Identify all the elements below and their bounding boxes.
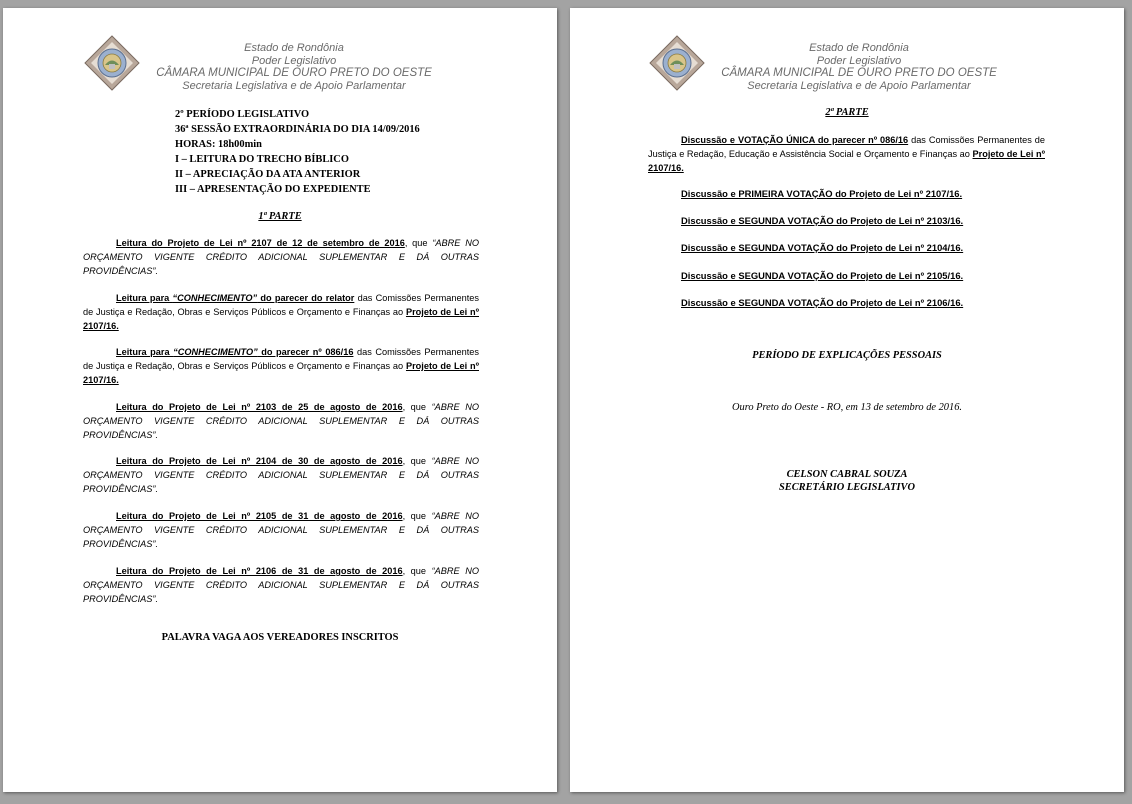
paragraph-lead: Leitura do Projeto de Lei nº 2107 de 12 de setembro de 2016 <box>116 238 405 248</box>
letterhead <box>133 42 455 92</box>
agenda-paragraph-5: Leitura do Projeto de Lei nº 2104 de 30 de agosto de 2016, que “ABRE NO ORÇAMENTO VIGENTE CRÉDITO ADICIONAL SUPLEMENTAR E DÁ OUTRAS PROVIDÊNCIAS”. <box>83 456 479 494</box>
letterhead-chamber: CÂMARA MUNICIPAL DE OURO PRETO DO OESTE <box>156 67 432 80</box>
letterhead-chamber: CÂMARA MUNICIPAL DE OURO PRETO DO OESTE <box>721 67 997 80</box>
part-2-title: 2ª PARTE <box>825 107 869 118</box>
vote-line-1: Discussão e PRIMEIRA VOTAÇÃO do Projeto de Lei nº 2107/16. <box>681 188 963 199</box>
agenda-paragraph-4: Leitura do Projeto de Lei nº 2103 de 25 de agosto de 2016, que “ABRE NO ORÇAMENTO VIGENTE CRÉDITO ADICIONAL SUPLEMENTAR E DÁ OUTRAS PROVIDÊNCIAS”. <box>83 402 479 440</box>
session-info <box>175 107 420 197</box>
letterhead-secretariat: Secretaria Legislativa e de Apoio Parlamentar <box>182 79 406 92</box>
letterhead-state: Estado de Rondônia <box>809 42 909 54</box>
letterhead-secretariat: Secretaria Legislativa e de Apoio Parlamentar <box>747 79 971 92</box>
explanations-title: PERÍODO DE EXPLICAÇÕES PESSOAIS <box>752 350 942 361</box>
letterhead-state: Estado de Rondônia <box>244 42 344 54</box>
document-page-2 <box>570 8 1124 792</box>
session-period: 2º PERÍODO LEGISLATIVO <box>175 109 310 120</box>
vote-line-4: Discussão e SEGUNDA VOTAÇÃO do Projeto de Lei nº 2105/16. <box>681 270 964 281</box>
agenda-paragraph-7: Leitura do Projeto de Lei nº 2106 de 31 de agosto de 2016, que “ABRE NO ORÇAMENTO VIGENTE CRÉDITO ADICIONAL SUPLEMENTAR E DÁ OUTRAS PROVIDÊNCIAS”. <box>83 566 479 604</box>
session-time: HORAS: 18h00min <box>175 139 262 150</box>
part-1-title: 1ª PARTE <box>258 211 302 222</box>
place-date: Ouro Preto do Oeste - RO, em 13 de setembro de 2016. <box>732 402 962 413</box>
document-page-1 <box>3 8 557 792</box>
agenda-paragraph-2: Leitura para “CONHECIMENTO” do parecer do relator das Comissões Permanentes de Justiça e Redação, Obras e Serviços Públicos e Orçamento e Finanças ao Projeto de Lei nº 2107/16. <box>83 293 479 331</box>
letterhead-power: Poder Legislativo <box>816 54 902 67</box>
agenda-paragraph-6: Leitura do Projeto de Lei nº 2105 de 31 de agosto de 2016, que “ABRE NO ORÇAMENTO VIGENTE CRÉDITO ADICIONAL SUPLEMENTAR E DÁ OUTRAS PROVIDÊNCIAS”. <box>83 511 479 549</box>
vote-line-3: Discussão e SEGUNDA VOTAÇÃO do Projeto de Lei nº 2104/16. <box>681 242 964 253</box>
agenda-item-2: II – APRECIAÇÃO DA ATA ANTERIOR <box>175 169 361 180</box>
agenda-paragraph-vote: Discussão e VOTAÇÃO ÚNICA do parecer nº 086/16 das Comissões Permanentes de Justiça e Redação, Educação e Assistência Social e Orçamento e Finanças ao Projeto de Lei nº 2107/16. <box>648 135 1046 173</box>
agenda-item-1: I – LEITURA DO TRECHO BÍBLICO <box>175 154 349 165</box>
signer-title: SECRETÁRIO LEGISLATIVO <box>779 482 915 493</box>
agenda-item-3: III – APRESENTAÇÃO DO EXPEDIENTE <box>175 184 371 195</box>
agenda-paragraph-1: Leitura do Projeto de Lei nº 2107 de 12 de setembro de 2016, que “ABRE NO ORÇAMENTO VIGENTE CRÉDITO ADICIONAL SUPLEMENTAR E DÁ OUTRAS PROVIDÊNCIAS”. <box>83 238 479 276</box>
signer-name: CELSON CABRAL SOUZA <box>786 469 908 480</box>
letterhead <box>698 42 1020 92</box>
session-title: 36ª SESSÃO EXTRAORDINÁRIA DO DIA 14/09/2016 <box>175 124 420 135</box>
closing-line: PALAVRA VAGA AOS VEREADORES INSCRITOS <box>161 632 399 643</box>
vote-line-2: Discussão e SEGUNDA VOTAÇÃO do Projeto de Lei nº 2103/16. <box>681 215 964 226</box>
letterhead-power: Poder Legislativo <box>251 54 337 67</box>
vote-line-5: Discussão e SEGUNDA VOTAÇÃO do Projeto de Lei nº 2106/16. <box>681 297 964 308</box>
agenda-paragraph-3: Leitura para “CONHECIMENTO” do parecer nº 086/16 das Comissões Permanentes de Justiça e Redação, Obras e Serviços Públicos e Orçamento e Finanças ao Projeto de Lei nº 2107/16. <box>83 347 479 385</box>
